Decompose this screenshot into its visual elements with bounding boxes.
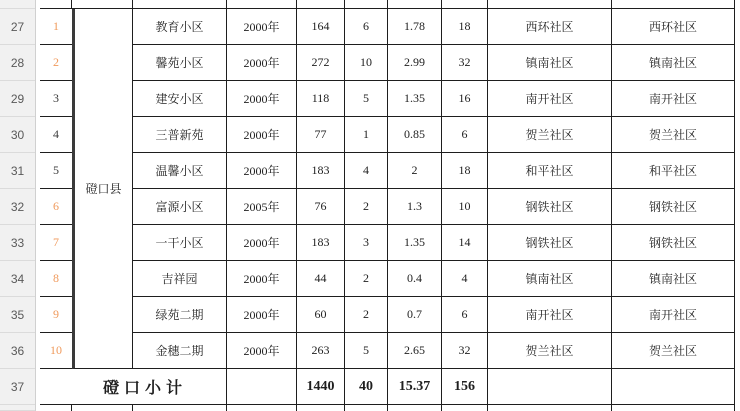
year-cell[interactable]: 2000年	[227, 153, 297, 189]
v1-cell[interactable]: 263	[297, 333, 345, 369]
row-header-partial[interactable]	[0, 0, 35, 9]
row-header[interactable]: 28	[0, 45, 35, 81]
v3-cell[interactable]: 1.78	[388, 9, 442, 45]
row-header[interactable]: 30	[0, 117, 35, 153]
v4-cell[interactable]: 6	[442, 297, 488, 333]
name-cell[interactable]: 一干小区	[133, 225, 227, 261]
subtotal-community2-cell[interactable]	[612, 369, 735, 405]
partial-cell-top[interactable]	[133, 0, 227, 9]
row-header[interactable]: 33	[0, 225, 35, 261]
seq-cell[interactable]: 7	[40, 225, 72, 261]
seq-cell[interactable]: 5	[40, 153, 72, 189]
community1-cell[interactable]: 西环社区	[488, 9, 612, 45]
v4-cell[interactable]: 18	[442, 153, 488, 189]
community1-cell[interactable]: 钢铁社区	[488, 189, 612, 225]
v1-cell[interactable]: 76	[297, 189, 345, 225]
community2-cell[interactable]: 南开社区	[612, 81, 735, 117]
name-cell[interactable]: 金穗二期	[133, 333, 227, 369]
subtotal-community1-cell[interactable]	[488, 369, 612, 405]
v4-cell[interactable]: 32	[442, 45, 488, 81]
subtotal-v2-cell[interactable]: 40	[345, 369, 388, 405]
v1-cell[interactable]: 60	[297, 297, 345, 333]
row-header[interactable]: 34	[0, 261, 35, 297]
name-cell[interactable]: 绿苑二期	[133, 297, 227, 333]
v3-cell[interactable]: 1.35	[388, 81, 442, 117]
v4-cell[interactable]: 18	[442, 9, 488, 45]
name-cell[interactable]: 三普新苑	[133, 117, 227, 153]
v4-cell[interactable]: 10	[442, 189, 488, 225]
v1-cell[interactable]: 183	[297, 153, 345, 189]
community2-cell[interactable]: 西环社区	[612, 9, 735, 45]
name-cell[interactable]: 温馨小区	[133, 153, 227, 189]
community1-cell[interactable]: 和平社区	[488, 153, 612, 189]
v3-cell[interactable]: 1.3	[388, 189, 442, 225]
partial-cell-bottom[interactable]	[442, 405, 488, 411]
row-header[interactable]: 27	[0, 9, 35, 45]
v3-cell[interactable]: 0.85	[388, 117, 442, 153]
partial-cell-top[interactable]	[612, 0, 735, 9]
year-cell[interactable]: 2000年	[227, 261, 297, 297]
partial-cell-bottom[interactable]	[488, 405, 612, 411]
year-cell[interactable]: 2000年	[227, 117, 297, 153]
community2-cell[interactable]: 贺兰社区	[612, 117, 735, 153]
row-number-gutter	[0, 0, 36, 411]
seq-cell[interactable]: 3	[40, 81, 72, 117]
v2-cell[interactable]: 3	[345, 225, 388, 261]
year-cell[interactable]: 2000年	[227, 9, 297, 45]
v1-cell[interactable]: 77	[297, 117, 345, 153]
v4-cell[interactable]: 16	[442, 81, 488, 117]
v2-cell[interactable]: 5	[345, 333, 388, 369]
seq-cell[interactable]: 6	[40, 189, 72, 225]
year-cell[interactable]: 2005年	[227, 189, 297, 225]
v2-cell[interactable]: 5	[345, 81, 388, 117]
row-header[interactable]: 29	[0, 81, 35, 117]
v1-cell[interactable]: 183	[297, 225, 345, 261]
v1-cell[interactable]: 164	[297, 9, 345, 45]
name-cell[interactable]: 教育小区	[133, 9, 227, 45]
v4-cell[interactable]: 4	[442, 261, 488, 297]
v2-cell[interactable]: 2	[345, 297, 388, 333]
partial-cell-bottom[interactable]	[227, 405, 297, 411]
v4-cell[interactable]: 32	[442, 333, 488, 369]
v2-cell[interactable]: 10	[345, 45, 388, 81]
community1-cell[interactable]: 贺兰社区	[488, 333, 612, 369]
v3-cell[interactable]: 1.35	[388, 225, 442, 261]
row-header-partial[interactable]	[0, 405, 35, 411]
year-cell[interactable]: 2000年	[227, 333, 297, 369]
name-cell[interactable]: 富源小区	[133, 189, 227, 225]
partial-cell-top[interactable]	[40, 0, 72, 9]
community2-cell[interactable]: 南开社区	[612, 297, 735, 333]
seq-cell[interactable]: 1	[40, 9, 72, 45]
name-cell[interactable]: 馨苑小区	[133, 45, 227, 81]
v3-cell[interactable]: 0.7	[388, 297, 442, 333]
v2-cell[interactable]: 2	[345, 189, 388, 225]
county-merged-cell[interactable]: 磴口县	[72, 9, 133, 369]
table-grid	[40, 0, 735, 411]
partial-cell-top[interactable]	[488, 0, 612, 9]
partial-cell-top[interactable]	[297, 0, 345, 9]
v1-cell[interactable]: 118	[297, 81, 345, 117]
seq-cell[interactable]: 4	[40, 117, 72, 153]
community1-cell[interactable]: 钢铁社区	[488, 225, 612, 261]
partial-cell-bottom[interactable]	[297, 405, 345, 411]
row-header[interactable]: 36	[0, 333, 35, 369]
row-header[interactable]: 35	[0, 297, 35, 333]
name-cell[interactable]: 吉祥园	[133, 261, 227, 297]
community2-cell[interactable]: 和平社区	[612, 153, 735, 189]
partial-cell-top[interactable]	[388, 0, 442, 9]
community2-cell[interactable]: 钢铁社区	[612, 225, 735, 261]
v1-cell[interactable]: 44	[297, 261, 345, 297]
seq-cell[interactable]: 8	[40, 261, 72, 297]
subtotal-label-cell[interactable]: 磴口小计	[40, 369, 227, 405]
subtotal-v1-cell[interactable]: 1440	[297, 369, 345, 405]
partial-cell-top[interactable]	[442, 0, 488, 9]
v2-cell[interactable]: 4	[345, 153, 388, 189]
v3-cell[interactable]: 2	[388, 153, 442, 189]
partial-cell-bottom[interactable]	[388, 405, 442, 411]
partial-cell-top[interactable]	[227, 0, 297, 9]
partial-cell-bottom[interactable]	[612, 405, 735, 411]
community2-cell[interactable]: 镇南社区	[612, 261, 735, 297]
partial-cell-bottom[interactable]	[40, 405, 72, 411]
row-header[interactable]: 31	[0, 153, 35, 189]
community1-cell[interactable]: 南开社区	[488, 81, 612, 117]
v2-cell[interactable]: 6	[345, 9, 388, 45]
community1-cell[interactable]: 镇南社区	[488, 261, 612, 297]
partial-cell-top[interactable]	[345, 0, 388, 9]
name-cell[interactable]: 建安小区	[133, 81, 227, 117]
seq-cell[interactable]: 9	[40, 297, 72, 333]
community2-cell[interactable]: 镇南社区	[612, 45, 735, 81]
v2-cell[interactable]: 1	[345, 117, 388, 153]
subtotal-v4-cell[interactable]: 156	[442, 369, 488, 405]
community2-cell[interactable]: 贺兰社区	[612, 333, 735, 369]
community1-cell[interactable]: 贺兰社区	[488, 117, 612, 153]
subtotal-v3-cell[interactable]: 15.37	[388, 369, 442, 405]
v3-cell[interactable]: 2.65	[388, 333, 442, 369]
year-cell[interactable]: 2000年	[227, 225, 297, 261]
partial-cell-bottom[interactable]	[72, 405, 133, 411]
community1-cell[interactable]: 南开社区	[488, 297, 612, 333]
seq-cell[interactable]: 2	[40, 45, 72, 81]
row-header[interactable]: 32	[0, 189, 35, 225]
v1-cell[interactable]: 272	[297, 45, 345, 81]
partial-cell-bottom[interactable]	[133, 405, 227, 411]
v3-cell[interactable]: 2.99	[388, 45, 442, 81]
v4-cell[interactable]: 6	[442, 117, 488, 153]
year-cell[interactable]: 2000年	[227, 297, 297, 333]
year-cell[interactable]: 2000年	[227, 81, 297, 117]
partial-cell-top[interactable]	[72, 0, 133, 9]
v2-cell[interactable]: 2	[345, 261, 388, 297]
year-cell[interactable]: 2000年	[227, 45, 297, 81]
v3-cell[interactable]: 0.4	[388, 261, 442, 297]
seq-cell[interactable]: 10	[40, 333, 72, 369]
subtotal-year-cell[interactable]	[227, 369, 297, 405]
v4-cell[interactable]: 14	[442, 225, 488, 261]
community2-cell[interactable]: 钢铁社区	[612, 189, 735, 225]
partial-cell-bottom[interactable]	[345, 405, 388, 411]
row-header[interactable]: 37	[0, 369, 35, 405]
community1-cell[interactable]: 镇南社区	[488, 45, 612, 81]
